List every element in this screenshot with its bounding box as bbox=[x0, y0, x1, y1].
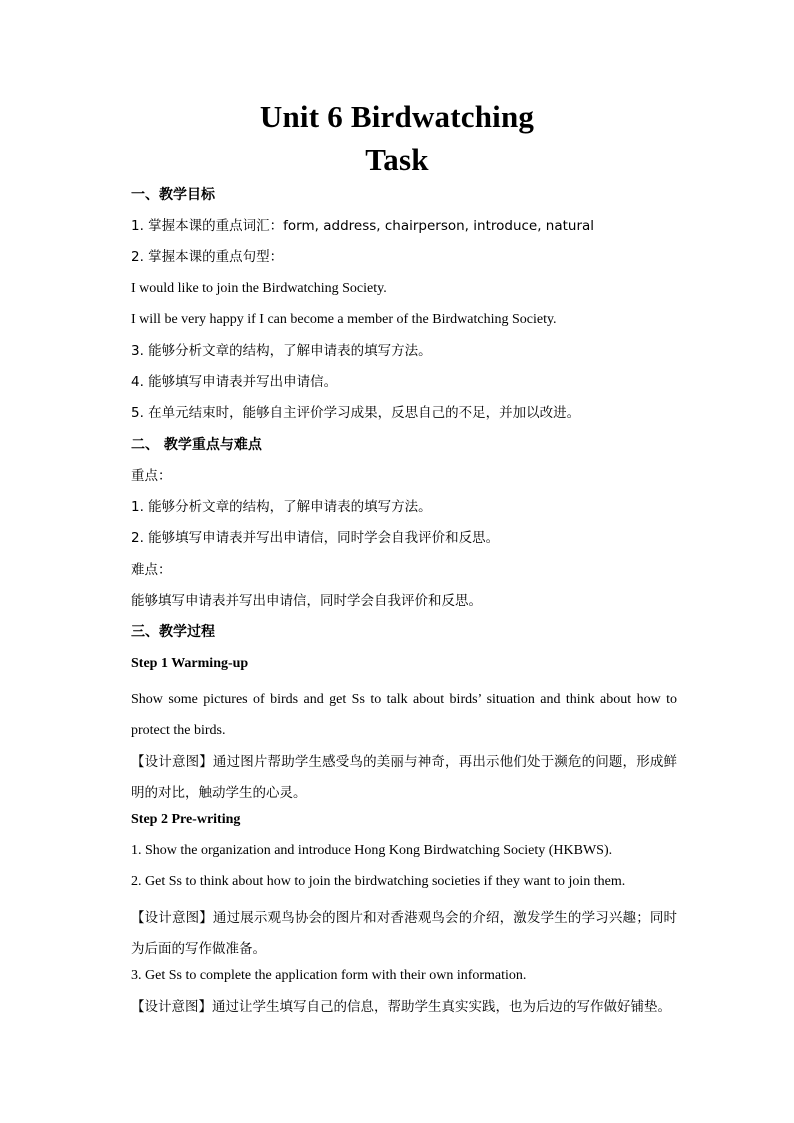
section-heading-process: 三、教学过程 bbox=[131, 624, 215, 640]
objective-item-3: 3. 能够分析文章的结构，了解申请表的填写方法。 bbox=[131, 343, 432, 359]
key-points-label: 重点： bbox=[131, 468, 172, 484]
key-sentence-1: I would like to join the Birdwatching Society. bbox=[131, 281, 387, 296]
step-2-item-2: 2. Get Ss to think about how to join the birdwatching societies if they want to join them. bbox=[131, 874, 626, 889]
key-point-item-2: 2. 能够填写申请表并写出申请信，同时学会自我评价和反思。 bbox=[131, 530, 500, 546]
key-sentence-2: I will be very happy if I can become a member of the Birdwatching Society. bbox=[131, 312, 557, 327]
key-point-item-1: 1. 能够分析文章的结构，了解申请表的填写方法。 bbox=[131, 499, 432, 515]
document-title: Unit 6 Birdwatching bbox=[259, 99, 535, 134]
step-2-item-3: 3. Get Ss to complete the application form with their own information. bbox=[131, 968, 527, 983]
step-2-item-1: 1. Show the organization and introduce Hong Kong Birdwatching Society (HKBWS). bbox=[131, 843, 613, 858]
step-1-text: Show some pictures of birds and get Ss to talk about birds’ situation and think about how to protect the birds. bbox=[131, 692, 677, 738]
objective-item-2: 2. 掌握本课的重点句型： bbox=[131, 249, 284, 265]
difficulty-label: 难点： bbox=[131, 562, 172, 578]
step-1-heading: Step 1 Warming-up bbox=[131, 656, 249, 671]
objective-item-4: 4. 能够填写申请表并写出申请信。 bbox=[131, 374, 338, 390]
difficulty-item: 能够填写申请表并写出申请信，同时学会自我评价和反思。 bbox=[131, 593, 482, 609]
objective-item-1: 1. 掌握本课的重点词汇：form, address, chairperson, introduce, natural bbox=[131, 218, 595, 234]
step-1-design-note: 【设计意图】通过图片帮助学生感受鸟的美丽与神奇，再出示他们处于濒危的问题，形成鲜明的对比，触动学生的心灵。 bbox=[131, 754, 677, 801]
step-2-design-note-2: 【设计意图】通过让学生填写自己的信息，帮助学生真实实践，也为后边的写作做好铺垫。 bbox=[131, 999, 671, 1015]
step-2-design-note-1: 【设计意图】通过展示观鸟协会的图片和对香港观鸟会的介绍，激发学生的学习兴趣；同时为后面的写作做准备。 bbox=[131, 910, 677, 957]
objective-item-5: 5. 在单元结束时，能够自主评价学习成果，反思自己的不足，并加以改进。 bbox=[131, 405, 581, 421]
section-heading-key-points: 二、 教学重点与难点 bbox=[131, 437, 262, 453]
document-subtitle: Task bbox=[365, 142, 429, 177]
step-2-heading: Step 2 Pre-writing bbox=[131, 812, 241, 827]
section-heading-objectives: 一、教学目标 bbox=[131, 187, 215, 203]
